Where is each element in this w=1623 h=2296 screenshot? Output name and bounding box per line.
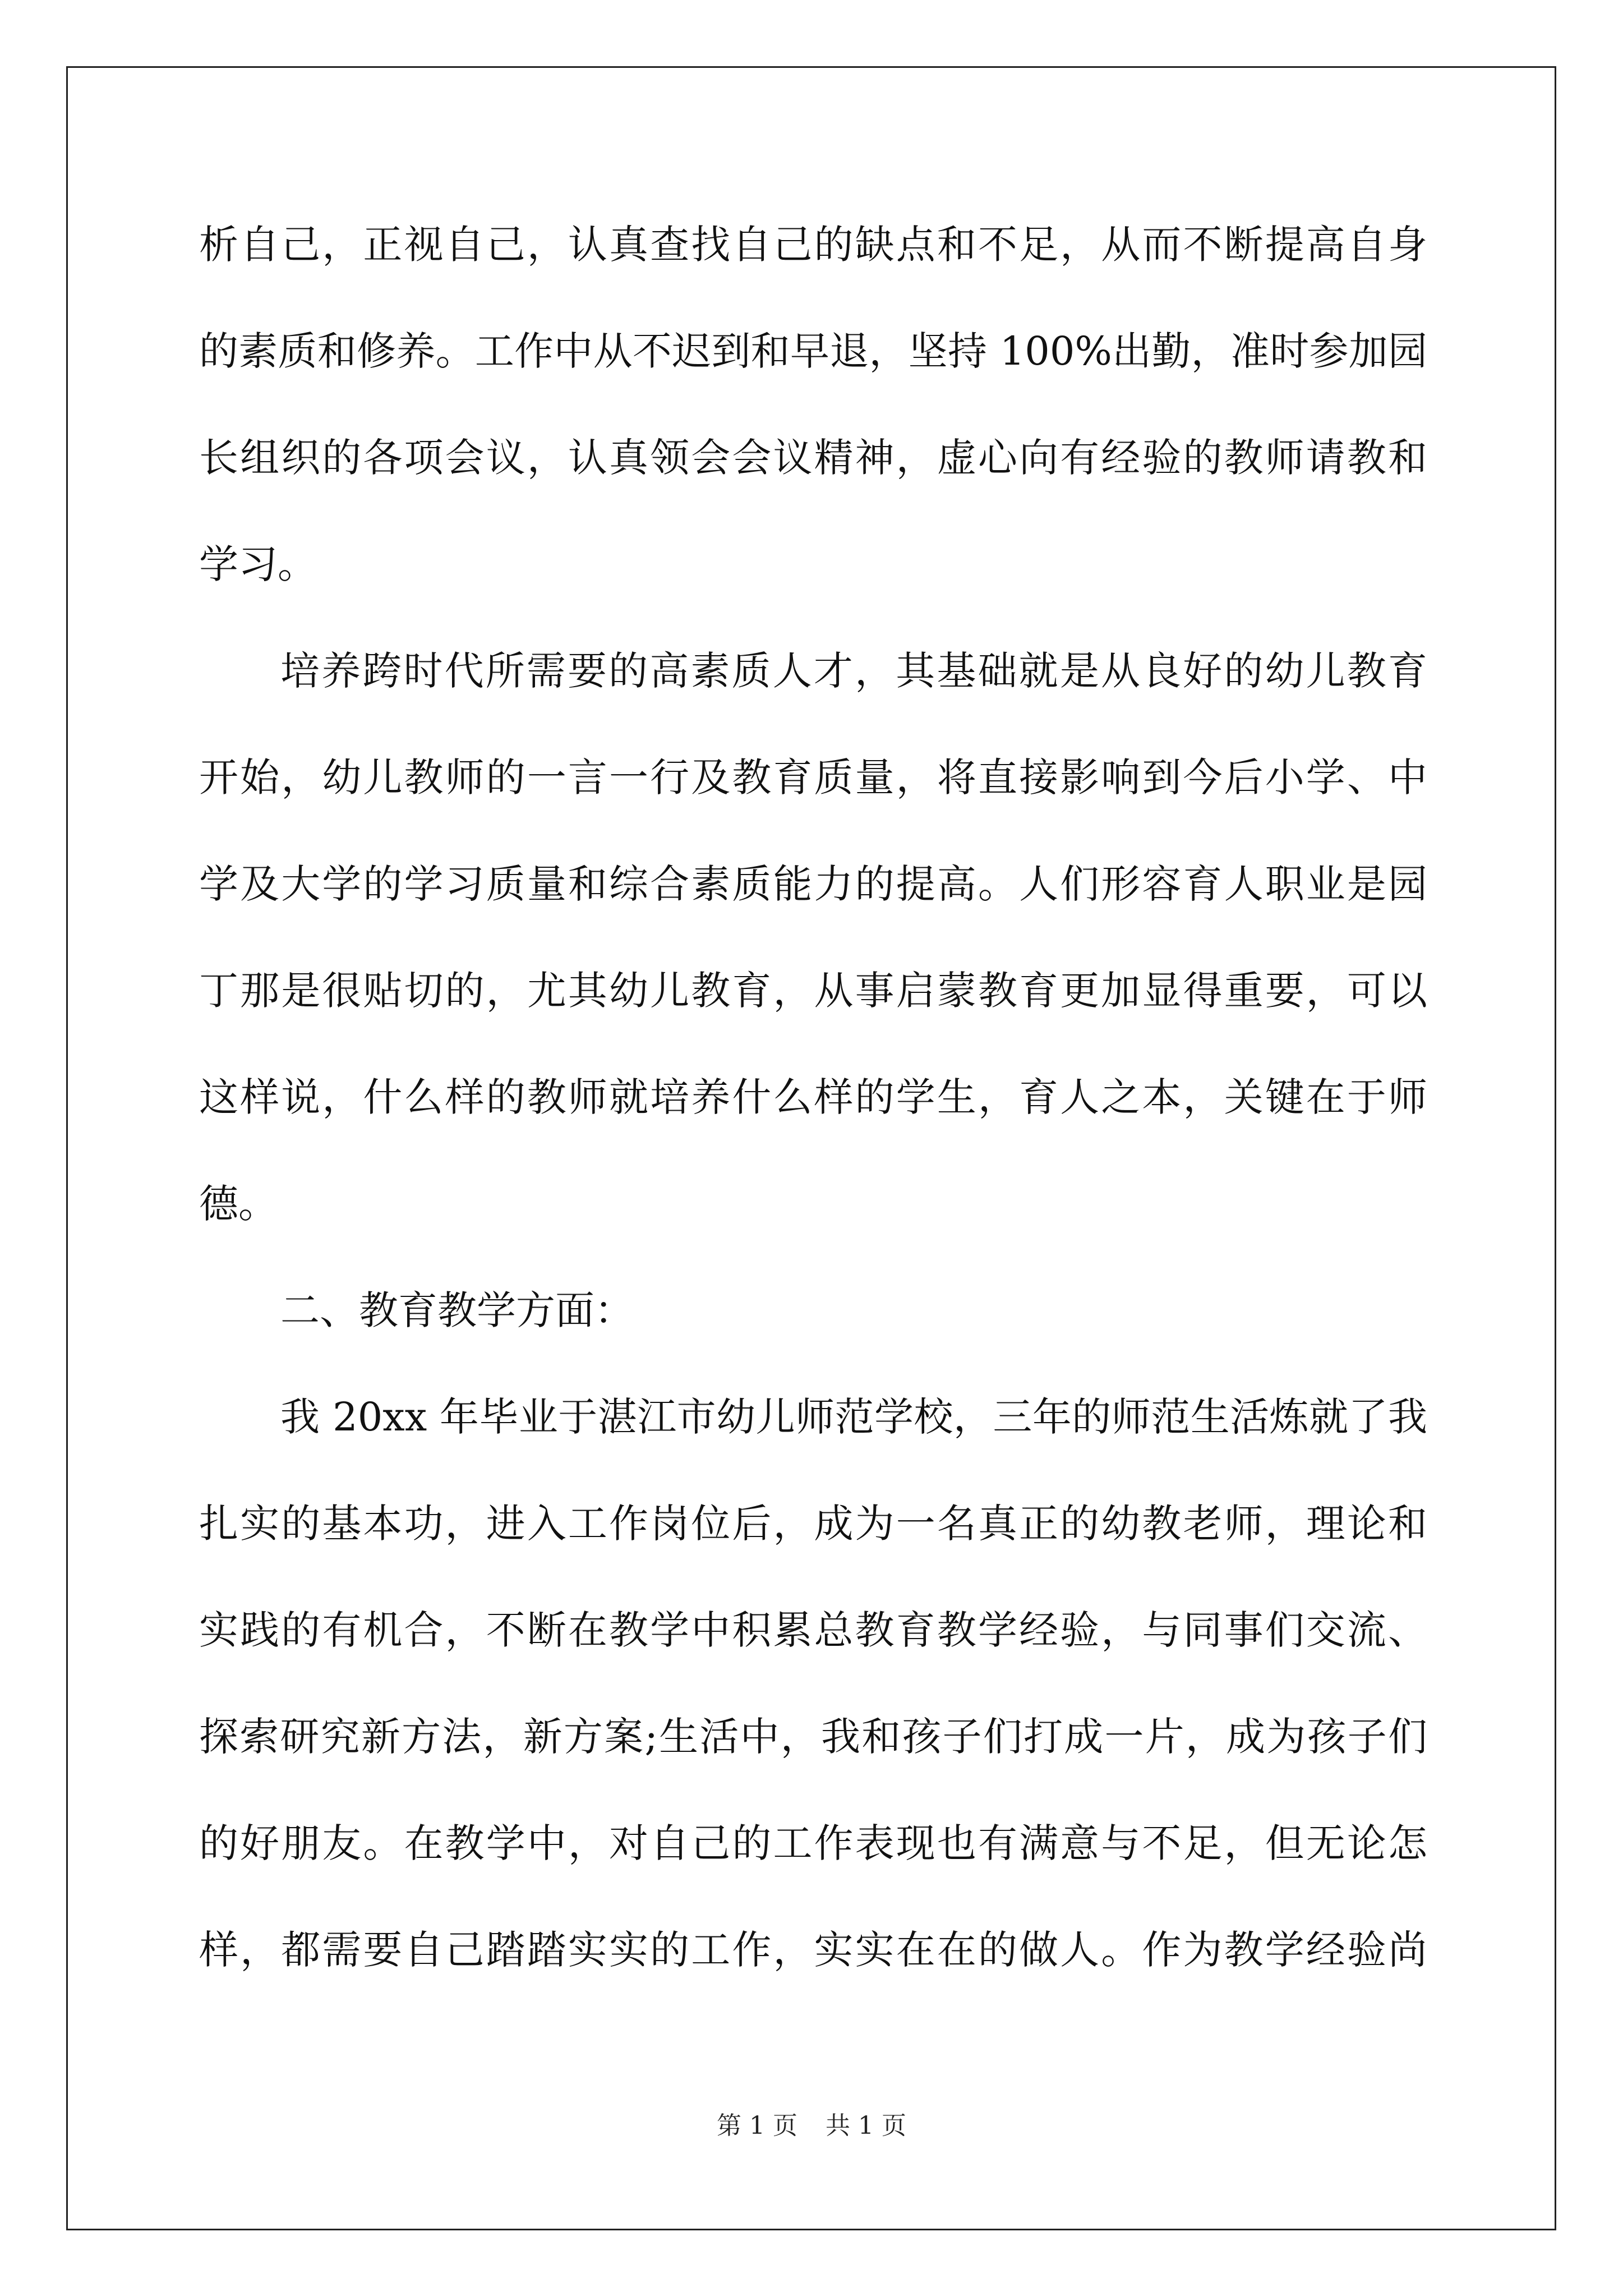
text-line: 学及大学的学习质量和综合素质能力的提高。人们形容育人职业是园 (199, 861, 1427, 907)
text-line: 析自己，正视自己，认真查找自己的缺点和不足，从而不断提高自身 (199, 222, 1427, 268)
page-total: 共 1 页 (826, 2111, 906, 2140)
text-line: 丁那是很贴切的，尤其幼儿教育，从事启蒙教育更加显得重要，可以 (199, 968, 1427, 1014)
text-line: 扎实的基本功，进入工作岗位后，成为一名真正的幼教老师，理论和 (199, 1501, 1427, 1547)
page-border (66, 66, 1556, 2230)
paragraph-first-line: 培养跨时代所需要的高素质人才，其基础就是从良好的幼儿教育 (280, 648, 1427, 694)
text-line: 德。 (199, 1181, 278, 1227)
text-line: 开始，幼儿教师的一言一行及教育质量，将直接影响到今后小学、中 (199, 754, 1427, 800)
section-heading: 二、教育教学方面： (280, 1287, 634, 1333)
text-line: 探索研究新方法，新方案;生活中，我和孩子们打成一片，成为孩子们 (199, 1714, 1427, 1760)
text-line: 长组织的各项会议，认真领会会议精神，虚心向有经验的教师请教和 (199, 435, 1427, 481)
text-line: 学习。 (199, 541, 317, 587)
text-line: 样，都需要自己踏踏实实的工作，实实在在的做人。作为教学经验尚 (199, 1927, 1427, 1973)
page-number: 第 1 页 (717, 2111, 797, 2140)
text-line: 实践的有机合，不断在教学中积累总教育教学经验，与同事们交流、 (199, 1607, 1427, 1653)
page-footer (0, 2109, 1623, 2143)
text-line: 这样说，什么样的教师就培养什么样的学生，育人之本，关键在于师 (199, 1074, 1427, 1120)
text-line: 的素质和修养。工作中从不迟到和早退，坚持 100%出勤，准时参加园 (199, 328, 1427, 374)
paragraph-first-line: 我 20xx 年毕业于湛江市幼儿师范学校，三年的师范生活炼就了我 (280, 1394, 1427, 1440)
text-line: 的好朋友。在教学中，对自己的工作表现也有满意与不足，但无论怎 (199, 1820, 1427, 1866)
